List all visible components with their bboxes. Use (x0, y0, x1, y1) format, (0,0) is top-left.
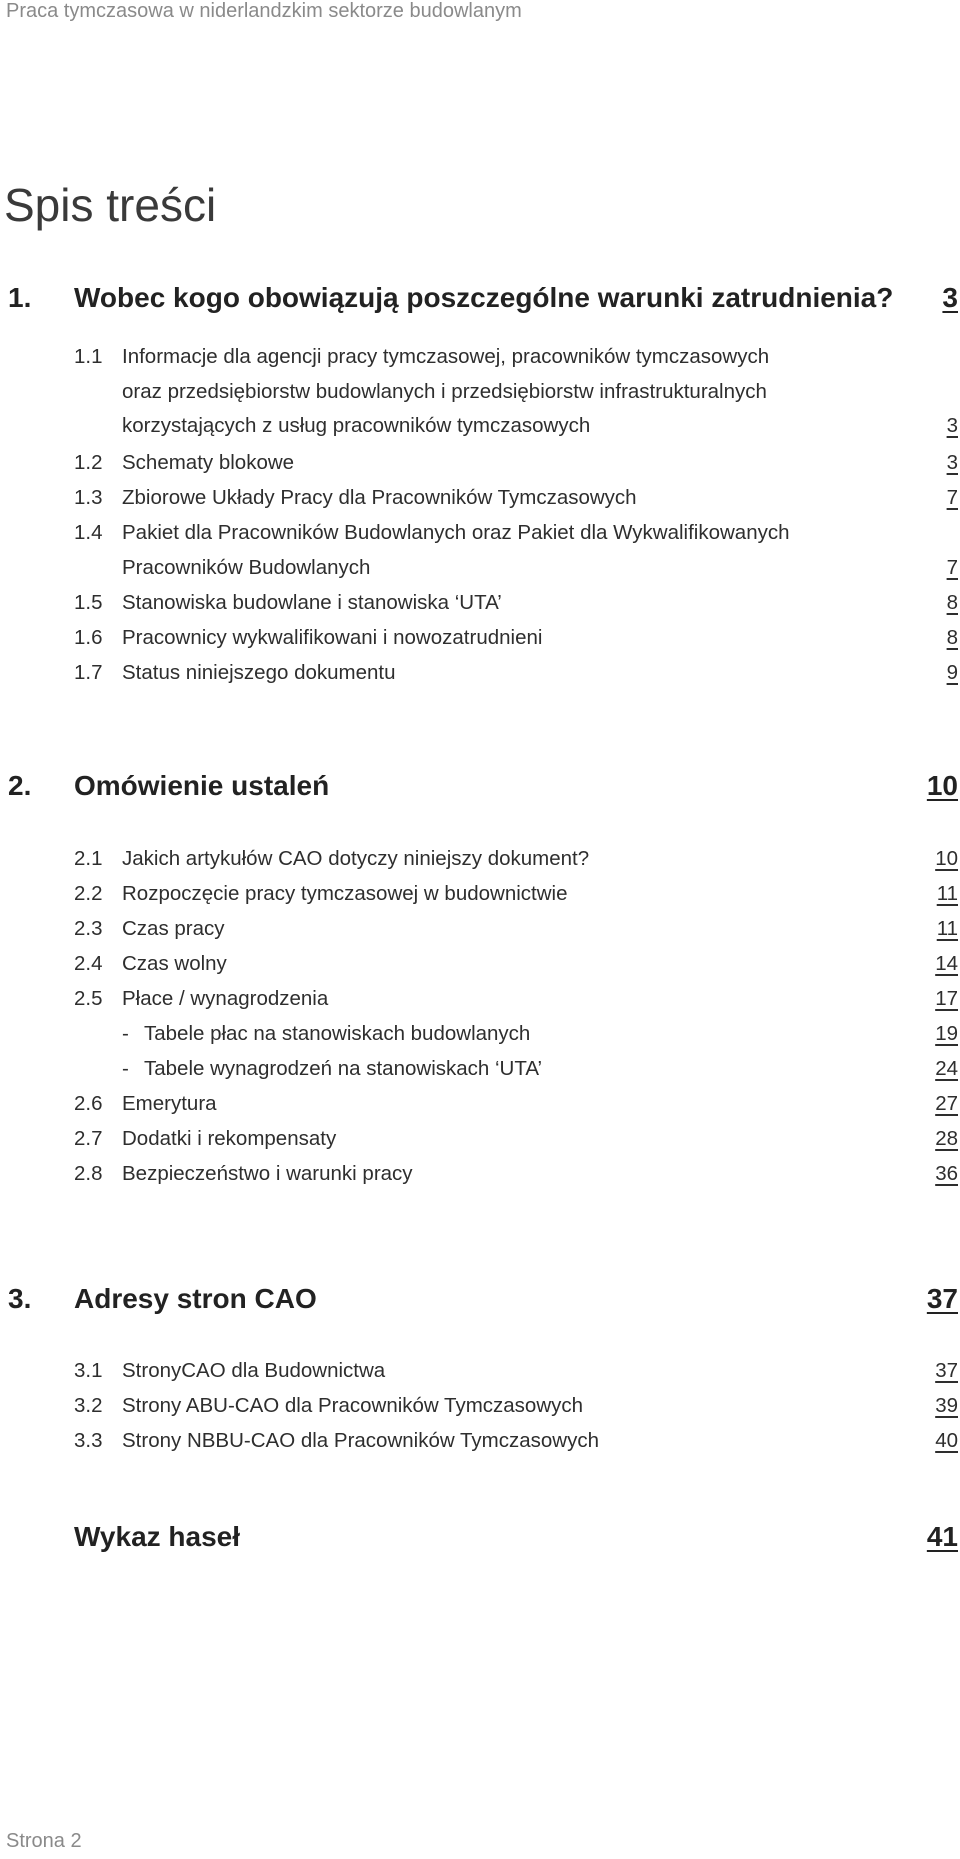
entry-line: oraz przedsiębiorstw budowlanych i przedsiębiorstw infrastrukturalnych (122, 379, 767, 403)
entry-page-link[interactable]: 3 (946, 451, 958, 475)
section-title: Wykaz haseł (74, 1521, 241, 1552)
entry-title: Zbiorowe Układy Pracy dla Pracowników Tymczasowych (122, 486, 637, 509)
entry-title: Tabele płac na stanowiskach budowlanych (144, 1022, 531, 1045)
toc-entry-1-4[interactable] (74, 516, 958, 586)
entry-page-link[interactable]: 11 (936, 882, 958, 906)
page-number-footer: Strona 2 (6, 1830, 82, 1852)
entry-page-link[interactable]: 7 (946, 486, 958, 510)
toc-subentry-2-5-b[interactable] (74, 1052, 958, 1087)
entry-page-link[interactable]: 24 (935, 1057, 958, 1081)
entry-number: 2.1 (74, 847, 103, 870)
entry-title: Strony ABU-CAO dla Pracowników Tymczasowych (122, 1394, 584, 1417)
toc-entry-2-1[interactable] (74, 842, 958, 877)
entry-page-link[interactable]: 11 (936, 917, 958, 941)
entry-title: Rozpoczęcie pracy tymczasowej w budownictwie (122, 882, 568, 905)
entry-line: Pracowników Budowlanych (122, 555, 371, 579)
section-page-link[interactable]: 3 (942, 282, 958, 313)
subentry-dash: - (122, 1022, 129, 1045)
entry-number: 3.3 (74, 1429, 103, 1452)
entry-title: StronyCAO dla Budownictwa (122, 1359, 386, 1382)
section-page-link[interactable]: 10 (926, 770, 958, 801)
entry-title (122, 516, 922, 585)
section-title: Omówienie ustaleń (74, 770, 330, 801)
entry-title: Pracownicy wykwalifikowani i nowozatrudnieni (122, 626, 543, 649)
toc-section-2[interactable] (8, 770, 958, 810)
entry-number: 2.4 (74, 952, 103, 975)
toc-section-glossary[interactable] (8, 1521, 958, 1561)
entry-title: Jakich artykułów CAO dotyczy niniejszy dokument? (122, 847, 590, 870)
entry-number: 3.2 (74, 1394, 103, 1417)
entry-page-link[interactable]: 8 (946, 591, 958, 615)
entry-title: Status niniejszego dokumentu (122, 661, 396, 684)
entry-number: 1.6 (74, 626, 103, 649)
section-number: 2. (8, 770, 32, 801)
entry-number: 2.7 (74, 1127, 103, 1150)
entry-page-link[interactable]: 28 (935, 1127, 958, 1151)
entry-title: Dodatki i rekompensaty (122, 1127, 337, 1150)
toc-entry-1-3[interactable] (74, 481, 958, 516)
entry-page-link[interactable]: 10 (935, 847, 958, 871)
toc-section-1[interactable] (8, 282, 958, 322)
section-title: Adresy stron CAO (74, 1283, 317, 1314)
toc-entry-2-2[interactable] (74, 877, 958, 912)
toc-entry-1-7[interactable] (74, 656, 958, 691)
toc-entry-1-5[interactable] (74, 586, 958, 621)
toc-entry-1-6[interactable] (74, 621, 958, 656)
entry-line: korzystających z usług pracowników tymczasowych (122, 414, 591, 438)
entry-page-link[interactable]: 14 (935, 952, 958, 976)
entry-number: 1.5 (74, 591, 103, 614)
toc-entry-3-1[interactable] (74, 1354, 958, 1389)
entry-number: 2.8 (74, 1162, 103, 1185)
entry-title: Płace / wynagrodzenia (122, 987, 329, 1010)
entry-number: 1.1 (74, 345, 103, 368)
entry-number: 3.1 (74, 1359, 103, 1382)
toc-entry-2-3[interactable] (74, 912, 958, 947)
section-number: 1. (8, 282, 32, 313)
entry-number: 2.5 (74, 987, 103, 1010)
toc-entry-2-4[interactable] (74, 947, 958, 982)
entry-title: Czas pracy (122, 917, 225, 940)
entry-page-link[interactable]: 17 (935, 987, 958, 1011)
toc-entry-1-2[interactable] (74, 446, 958, 481)
entry-page-link[interactable]: 27 (935, 1092, 958, 1116)
toc-entry-2-6[interactable] (74, 1087, 958, 1122)
entry-title: Emerytura (122, 1092, 217, 1115)
section-number: 3. (8, 1283, 32, 1314)
entry-page-link[interactable]: 7 (946, 556, 958, 580)
entry-line: Pakiet dla Pracowników Budowlanych oraz Pakiet dla Wykwalifikowanych (122, 521, 790, 544)
toc-entry-2-8[interactable] (74, 1157, 958, 1192)
section-title: Wobec kogo obowiązują poszczególne warunki zatrudnienia? (74, 282, 894, 313)
entry-number: 2.2 (74, 882, 103, 905)
entry-title: Stanowiska budowlane i stanowiska ‘UTA’ (122, 591, 502, 614)
toc-entry-1-1[interactable] (74, 340, 958, 444)
entry-number: 2.3 (74, 917, 103, 940)
entry-page-link[interactable]: 3 (946, 414, 958, 438)
toc-subentry-2-5-a[interactable] (74, 1017, 958, 1052)
entry-title: Czas wolny (122, 952, 227, 975)
page-title: Spis treści (4, 179, 217, 231)
entry-title: Schematy blokowe (122, 451, 295, 474)
entry-title: Bezpieczeństwo i warunki pracy (122, 1162, 413, 1185)
entry-number: 1.7 (74, 661, 103, 684)
entry-page-link[interactable]: 19 (935, 1022, 958, 1046)
toc-entry-2-7[interactable] (74, 1122, 958, 1157)
entry-number: 1.4 (74, 521, 103, 544)
entry-number: 1.3 (74, 486, 103, 509)
toc-entry-3-3[interactable] (74, 1424, 958, 1459)
section-page-link[interactable]: 41 (926, 1521, 958, 1552)
entry-page-link[interactable]: 39 (935, 1394, 958, 1418)
entry-page-link[interactable]: 37 (935, 1359, 958, 1383)
entry-title: Tabele wynagrodzeń na stanowiskach ‘UTA’ (144, 1057, 543, 1080)
entry-page-link[interactable]: 9 (946, 661, 958, 685)
entry-page-link[interactable]: 40 (935, 1429, 958, 1453)
entry-page-link[interactable]: 36 (935, 1162, 958, 1186)
toc-entry-3-2[interactable] (74, 1389, 958, 1424)
section-page-link[interactable]: 37 (926, 1283, 958, 1314)
toc-section-3[interactable] (8, 1283, 958, 1323)
entry-number: 1.2 (74, 451, 103, 474)
running-header: Praca tymczasowa w niderlandzkim sektorze budowlanym (6, 0, 522, 22)
entry-line: Informacje dla agencji pracy tymczasowej, pracowników tymczasowych (122, 345, 770, 368)
toc-entry-2-5[interactable] (74, 982, 958, 1017)
entry-page-link[interactable]: 8 (946, 626, 958, 650)
entry-number: 2.6 (74, 1092, 103, 1115)
entry-title (122, 340, 922, 444)
subentry-dash: - (122, 1057, 129, 1080)
entry-title: Strony NBBU-CAO dla Pracowników Tymczasowych (122, 1429, 599, 1452)
